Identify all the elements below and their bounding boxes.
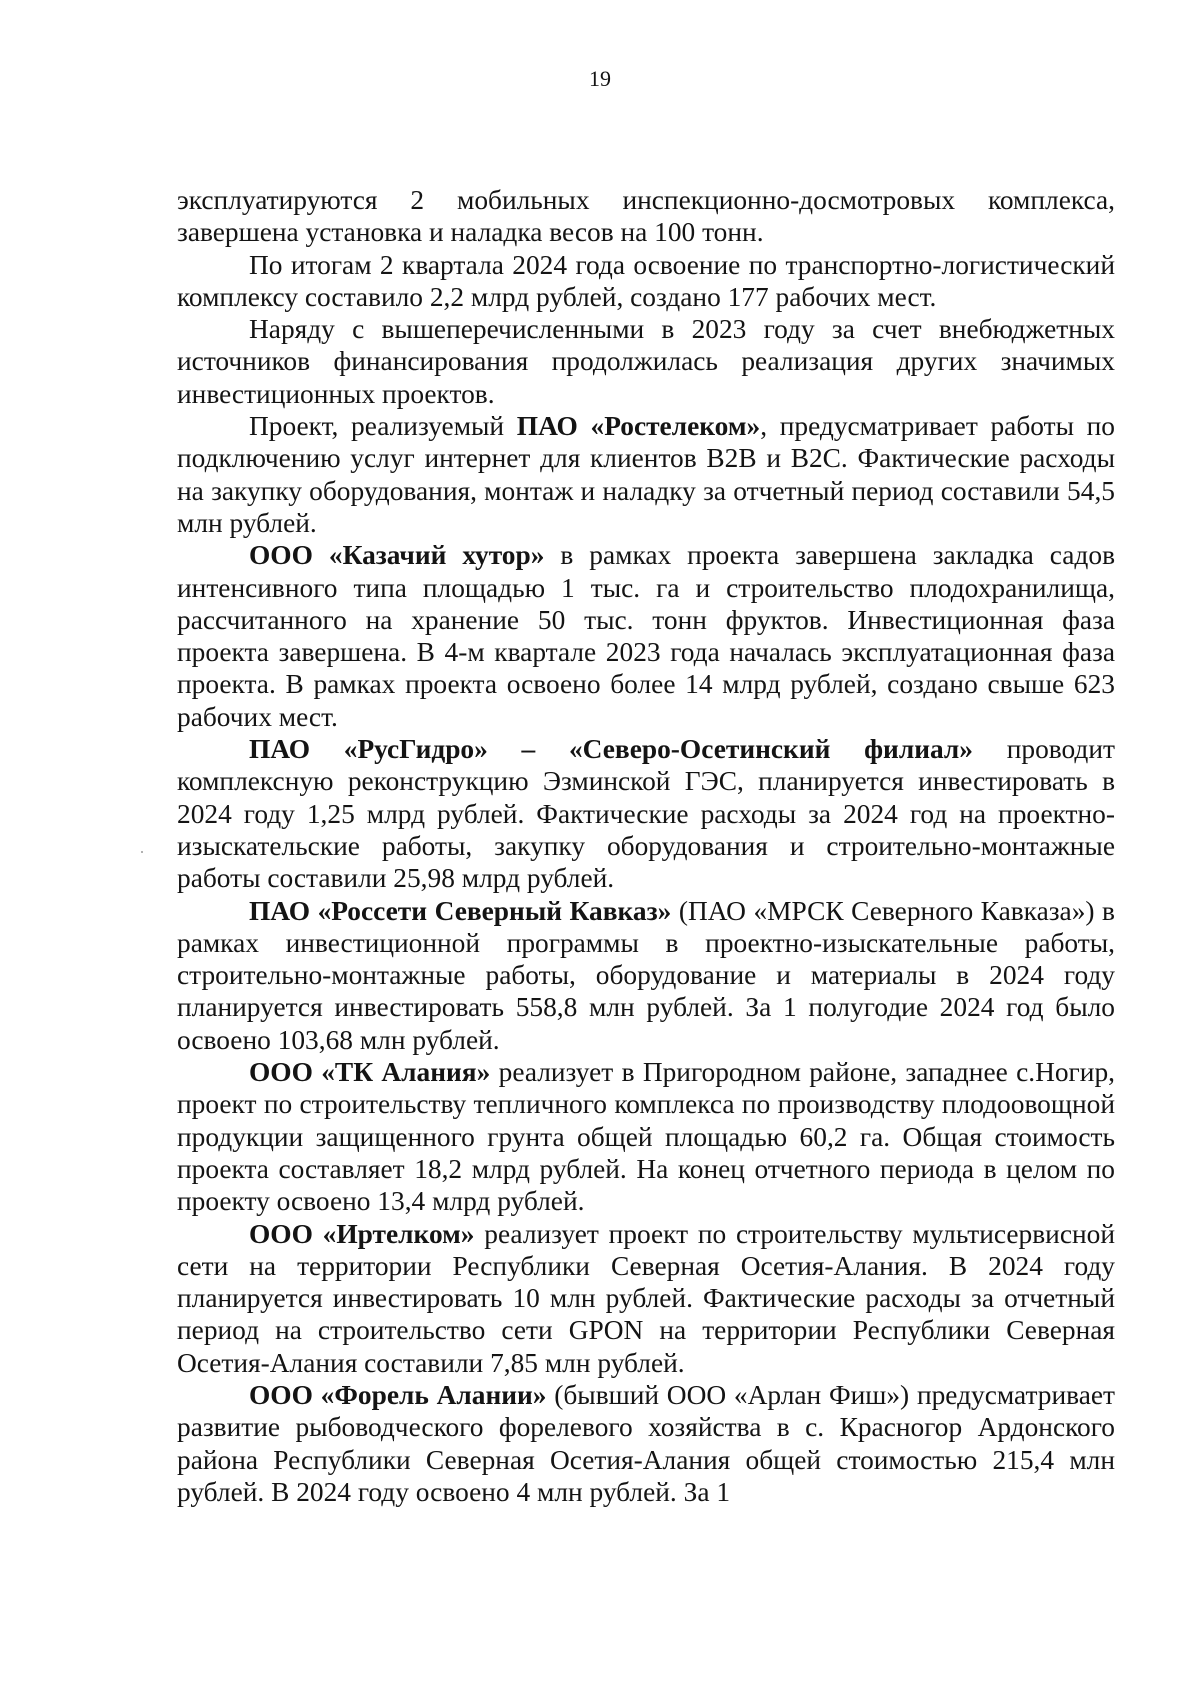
paragraph-text: Наряду с вышеперечисленными в 2023 году за счет внебюджетных источников финансирования продолжилась реализация других значимых инвестиционных проектов. bbox=[177, 314, 1115, 409]
company-name-tk-alania: ООО «ТК Алания» bbox=[249, 1057, 491, 1088]
paragraph-pre-text: Проект, реализуемый bbox=[249, 411, 517, 442]
paragraph-forel-alanii bbox=[177, 1379, 1115, 1508]
paragraph-text: в рамках проекта завершена закладка садов интенсивного типа площадью 1 тыс. га и строительство плодохранилища, рассчитанного на хранение 50 тыс. тонн фруктов. Инвестиционная фаза проекта завершена. В 4-м квартале 2023 года началась эксплуатационная фаза проекта. В рамках проекта освоено более 14 млрд рублей, создано свыше 623 рабочих мест. bbox=[177, 540, 1115, 732]
paragraph-rosseti bbox=[177, 895, 1115, 1056]
paragraph-1 bbox=[177, 184, 1115, 249]
company-name-rosseti: ПАО «Россети Северный Кавказ» bbox=[249, 895, 672, 926]
company-name-kazachiy-khutor: ООО «Казачий хутор» bbox=[249, 540, 545, 571]
paragraph-irtelkom bbox=[177, 1218, 1115, 1379]
paragraph-text: (ПАО «МРСК Северного Кавказа») в рамках инвестиционной программы в проектно-изыскательные работы, строительно-монтажные работы, оборудование и материалы в 2024 году планируется инвестировать 558,8 млн рублей. За 1 полугодие 2024 год было освоено 103,68 млн рублей. bbox=[177, 895, 1115, 1055]
paragraph-text: проводит комплексную реконструкцию Эзминской ГЭС, планируется инвестировать в 2024 году 1,25 млрд рублей. Фактические расходы за 2024 год на проектно-изыскательские работы, закупку оборудования и строительно-монтажные работы составили 25,98 млрд рублей. bbox=[177, 734, 1115, 894]
company-name-rostelecom: ПАО «Ростелеком» bbox=[516, 411, 761, 442]
company-name-rushydro: ПАО «РусГидро» – «Северо-Осетинский филиал» bbox=[249, 734, 973, 765]
paragraph-tk-alania bbox=[177, 1056, 1115, 1217]
paragraph-3 bbox=[177, 313, 1115, 410]
paragraph-text: По итогам 2 квартала 2024 года освоение по транспортно-логистический комплексу составило 2,2 млрд рублей, создано 177 рабочих мест. bbox=[177, 249, 1115, 312]
page-number: 19 bbox=[589, 66, 611, 91]
paragraph-rostelecom bbox=[177, 410, 1115, 539]
paragraph-2 bbox=[177, 249, 1115, 314]
paragraph-text: (бывший ООО «Арлан Фиш») предусматривает развитие рыбоводческого форелевого хозяйства в с. Красногор Ардонского района Республики Северная Осетия-Алания общей стоимостью 215,4 млн рублей. В 2024 году освоено 4 млн рублей. За 1 bbox=[177, 1379, 1115, 1507]
company-name-irtelkom: ООО «Иртелком» bbox=[249, 1218, 475, 1249]
paragraph-text: реализует проект по строительству мультисервисной сети на территории Республики Северная Осетия-Алания. В 2024 году планируется инвестировать 10 млн рублей. Фактические расходы за отчетный период на строительство сети GPON на территории Республики Северная Осетия-Алания составили 7,85 млн рублей. bbox=[177, 1218, 1115, 1378]
paragraph-text: эксплуатируются 2 мобильных инспекционно-досмотровых комплекса, завершена установка и наладка весов на 100 тонн. bbox=[177, 185, 1115, 248]
paragraph-text: реализует в Пригородном районе, западнее с.Ногир, проект по строительству тепличного комплекса по производству плодоовощной продукции защищенного грунта общей площадью 60,2 га. Общая стоимость проекта составляет 18,2 млрд рублей. На конец отчетного периода в целом по проекту освоено 13,4 млрд рублей. bbox=[177, 1057, 1115, 1217]
scan-artifact-dot bbox=[141, 851, 143, 853]
company-name-forel-alanii: ООО «Форель Алании» bbox=[249, 1379, 547, 1410]
document-body bbox=[177, 184, 1115, 1508]
paragraph-text: , предусматривает работы по подключению услуг интернет для клиентов В2В и В2С. Фактические расходы на закупку оборудования, монтаж и наладку за отчетный период составили 54,5 млн рублей. bbox=[177, 411, 1116, 538]
paragraph-kazachiy-khutor bbox=[177, 539, 1115, 733]
paragraph-rushydro bbox=[177, 733, 1115, 894]
